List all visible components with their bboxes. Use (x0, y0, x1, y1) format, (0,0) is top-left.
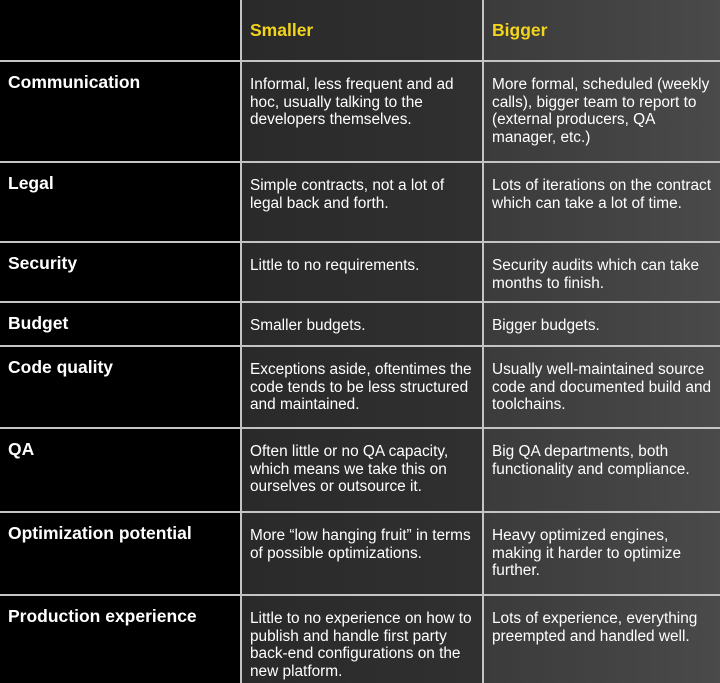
row-label-optimization-potential: Optimization potential (0, 513, 240, 594)
header-smaller: Smaller (242, 0, 482, 60)
bigger-code-quality: Usually well-maintained source code and documented build and toolchains. (484, 347, 720, 427)
row-label-security: Security (0, 243, 240, 301)
bigger-communication: More formal, scheduled (weekly calls), bigger team to report to (external producers, QA manager, etc.) (484, 62, 720, 161)
bigger-legal: Lots of iterations on the contract which can take a lot of time. (484, 163, 720, 241)
smaller-qa: Often little or no QA capacity, which means we take this on ourselves or outsource it. (242, 429, 482, 511)
row-label-communication: Communication (0, 62, 240, 161)
row-label-budget: Budget (0, 303, 240, 345)
bigger-optimization-potential: Heavy optimized engines, making it harder to optimize further. (484, 513, 720, 594)
smaller-production-experience: Little to no experience on how to publish and handle first party back-end configurations on the new platform. (242, 596, 482, 683)
smaller-legal: Simple contracts, not a lot of legal back and forth. (242, 163, 482, 241)
bigger-production-experience: Lots of experience, everything preempted and handled well. (484, 596, 720, 683)
smaller-security: Little to no requirements. (242, 243, 482, 301)
header-empty-cell (0, 0, 240, 60)
bigger-security: Security audits which can take months to finish. (484, 243, 720, 301)
header-bigger: Bigger (484, 0, 720, 60)
smaller-optimization-potential: More “low hanging fruit” in terms of possible optimizations. (242, 513, 482, 594)
smaller-budget: Smaller budgets. (242, 303, 482, 345)
bigger-qa: Big QA departments, both functionality and compliance. (484, 429, 720, 511)
smaller-code-quality: Exceptions aside, oftentimes the code tends to be less structured and maintained. (242, 347, 482, 427)
row-label-legal: Legal (0, 163, 240, 241)
smaller-communication: Informal, less frequent and ad hoc, usually talking to the developers themselves. (242, 62, 482, 161)
row-label-code-quality: Code quality (0, 347, 240, 427)
row-label-production-experience: Production experience (0, 596, 240, 683)
row-label-qa: QA (0, 429, 240, 511)
bigger-budget: Bigger budgets. (484, 303, 720, 345)
